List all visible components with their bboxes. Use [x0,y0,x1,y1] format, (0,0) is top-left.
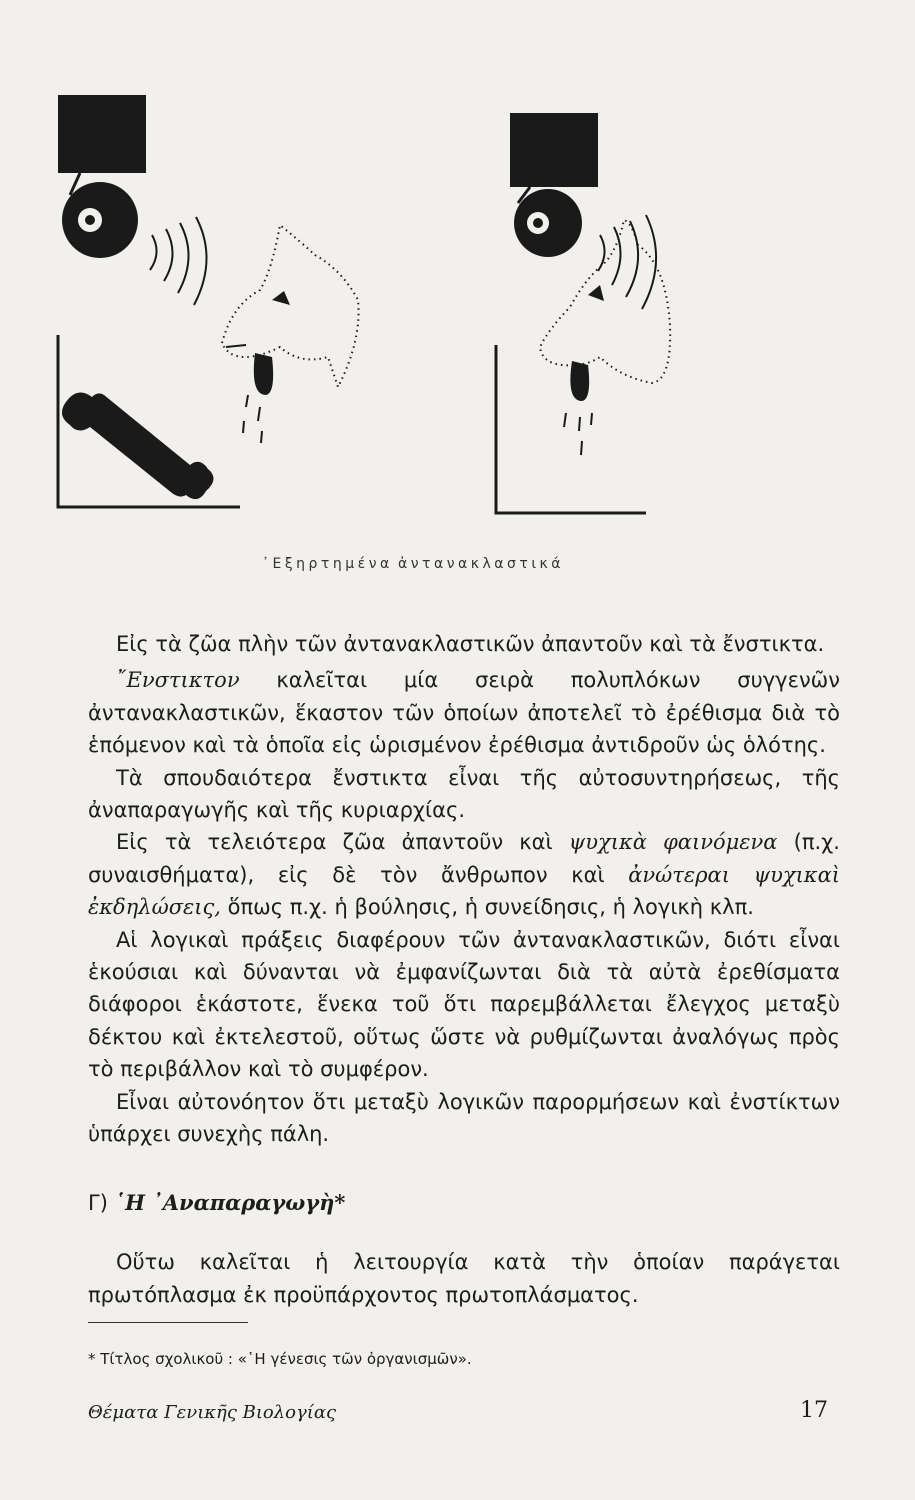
footnote-divider [88,1322,248,1323]
term-higher-manifestations: ἀνώτεραι ψυχικαὶ ἐκδηλώσεις, [88,862,840,920]
figure-caption-right: ἀντανακλαστικά [398,556,565,572]
section-heading [88,1190,345,1215]
left-panel [58,95,359,507]
main-text [88,628,840,1151]
left-bell-icon [62,182,138,258]
bone-icon [62,393,214,500]
text-segment: ὅπως π.χ. ἡ βούλησις, ἡ συνείδησις, ἡ λογικὴ κλπ. [220,895,754,920]
left-saliva-drops-icon [243,395,262,443]
text-segment: Εἰς τὰ τελειότερα ζῶα ἀπαντοῦν καὶ [116,830,569,855]
figure-caption-left: ᾿Εξηρτημένα [262,556,393,572]
term-instinct: ῎Ενστικτον [116,668,240,693]
paragraph-logical-acts: Αἱ λογικαὶ πράξεις διαφέρουν τῶν ἀντανακλαστικῶν, διότι εἶναι ἑκούσιαι καὶ δύνανται νὰ ἐμφανίζωνται διὰ τὰ αὐτὰ ἐρεθίσματα διάφοροι ἑκάστοτε, ἕνεκα τοῦ ὅτι παρεμβάλλεται ἔλεγχος μεταξὺ δέκτου καὶ ἐκτελεστοῦ, οὕτως ὥστε νὰ ρυθμίζωνται ἀναλόγως πρὸς τὸ περιβάλλον καὶ τὸ συμφέρον. [88,927,840,1082]
paragraph-instinct-definition [88,664,840,761]
footnote: * Τίτλος σχολικοῦ : «῾Η γένεσις τῶν ὀργανισμῶν». [88,1350,472,1368]
paragraph-reproduction: Οὕτω καλεῖται ἡ λειτουργία κατὰ τὴν ὁποίαν παράγεται πρωτόπλασμα ἐκ προϋπάρχοντος πρωτοπλάσματος. [88,1250,840,1307]
term-psychic-phenomena: ψυχικὰ φαινόμενα [568,830,778,855]
right-saliva-drops-icon [564,413,592,455]
right-panel [496,113,670,513]
definition-text: καλεῖται μία σειρὰ πολυπλόκων συγγενῶν ἀντανακλαστικῶν, ἕκαστον τῶν ὁποίων ἀποτελεῖ τὸ ἐρέθισμα διὰ τὸ ἑπόμενον καὶ τὰ ὁποῖα εἰς ὡρισμένον ἐρέθισμα ἀντιδροῦν ὡς ὁλότης. [88,668,840,758]
right-box [510,113,598,187]
paragraph-struggle: Εἶναι αὐτονόητον ὅτι μεταξὺ λογικῶν παρορμήσεων καὶ ἐνστίκτων ὑπάρχει συνεχὴς πάλη. [88,1089,840,1147]
section-text-block [88,1246,840,1312]
paragraph-instincts-intro: Εἰς τὰ ζῶα πλὴν τῶν ἀντανακλαστικῶν ἀπαντοῦν καὶ τὰ ἔνστικτα. [116,632,825,656]
right-sound-waves-icon [598,215,656,309]
left-box [58,95,146,173]
paragraph-psychic-phenomena [88,826,840,923]
paragraph-important-instincts: Τὰ σπουδαιότερα ἔνστικτα εἶναι τῆς αὐτοσυντηρήσεως, τῆς ἀναπαραγωγῆς καὶ τῆς κυριαρχίας. [88,765,840,823]
left-dog-head-icon [222,225,359,395]
footer-book-title: Θέματα Γενικῆς Βιολογίας [88,1402,337,1423]
section-marker: Γ) [88,1191,108,1215]
section-title: ῾Η ᾿Αναπαραγωγὴ* [114,1190,346,1215]
left-sound-waves-icon [150,217,207,305]
text-segment: (π.χ. συναισθήματα), εἰς δὲ τὸν ἄνθρωπον καὶ [88,830,840,887]
right-bell-icon [514,189,582,257]
conditioned-reflex-illustration [40,95,680,535]
page-number: 17 [800,1398,828,1423]
